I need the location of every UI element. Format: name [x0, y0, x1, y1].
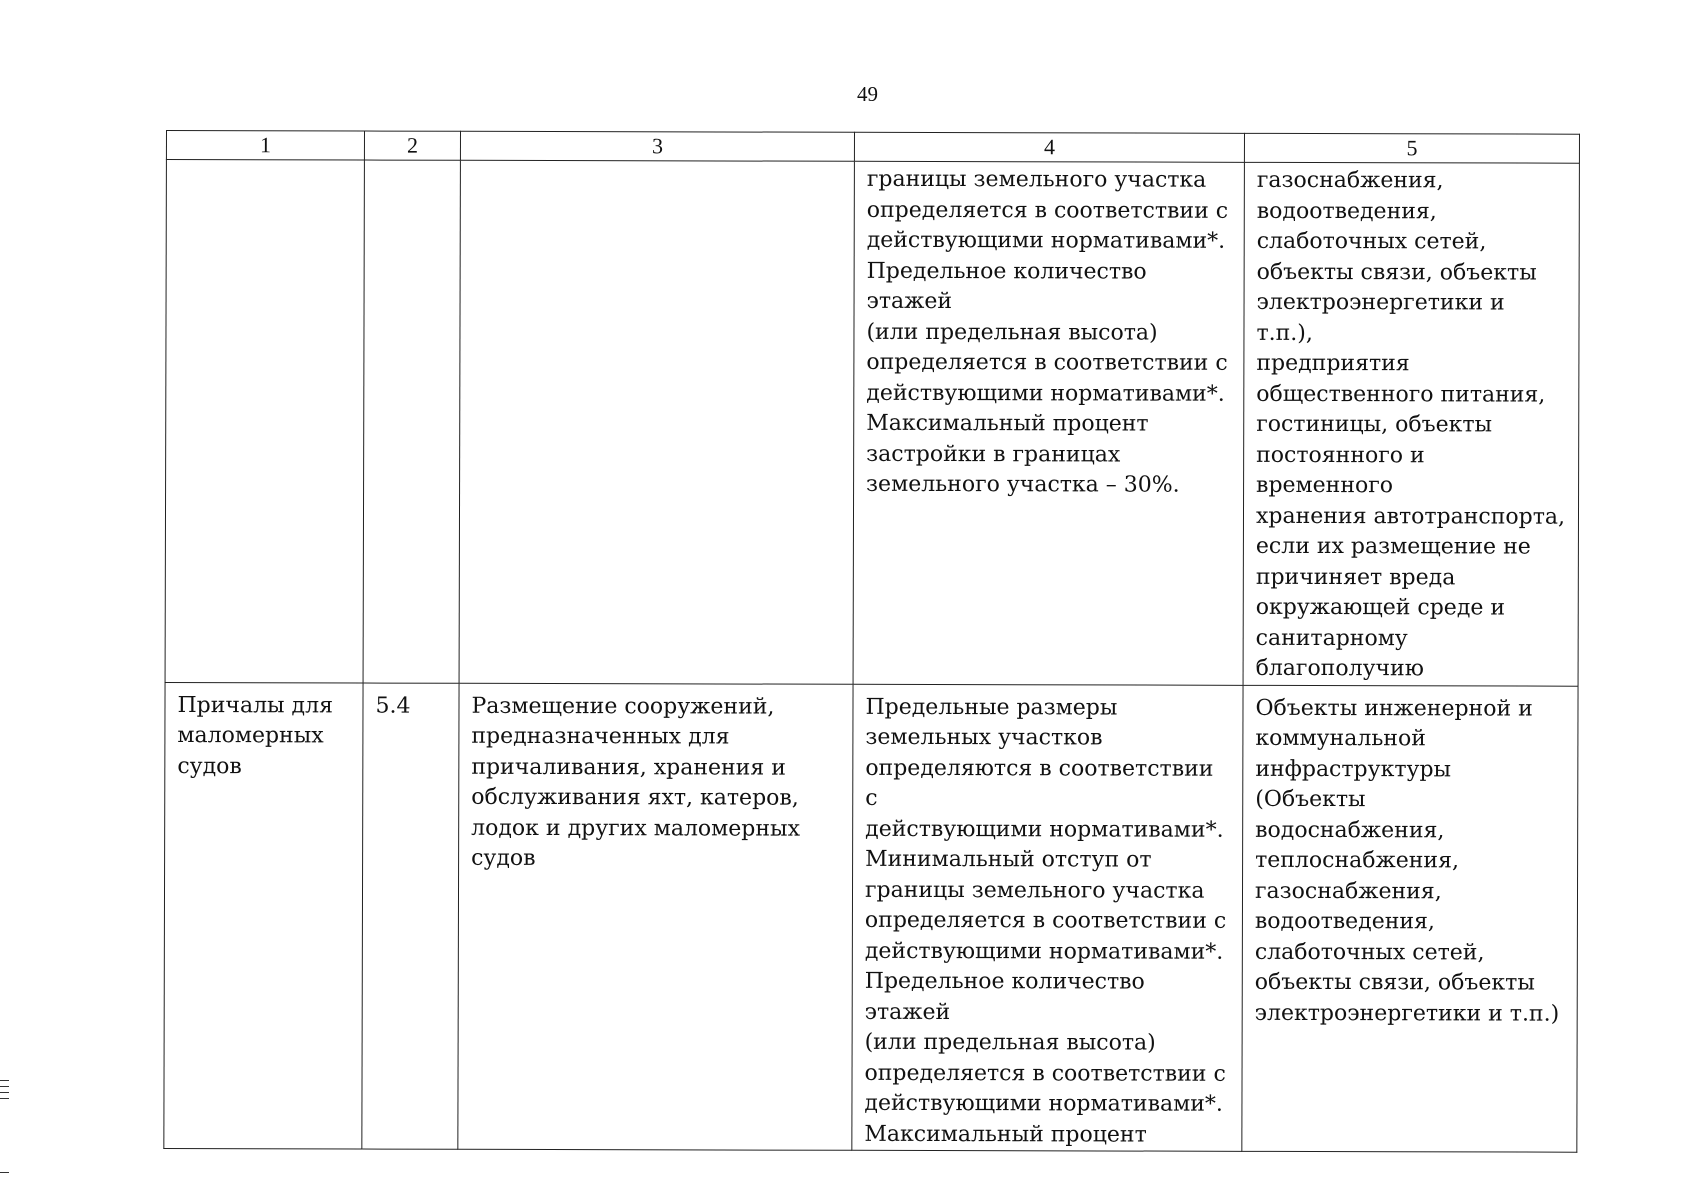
- cell-code: [363, 160, 460, 683]
- header-cell-5: 5: [1244, 133, 1579, 163]
- binding-margin-mark: [0, 1172, 9, 1173]
- header-cell-3: 3: [460, 131, 854, 161]
- table-row: [164, 682, 1578, 1152]
- cell-auxiliary-uses: газоснабжения, водоотведения, слаботочных сетей, объекты связи, объекты электроэнергетики и т.п.), предприятия общественного питания, гостиницы, объекты постоянного и временного хранения автотранспорта, если их размещение не причиняет вреда окружающей среде и санитарному благополучию: [1243, 162, 1579, 685]
- binding-margin-mark: [0, 1086, 9, 1087]
- cell-parameters: Предельные размеры земельных участков определяются в соответствии с действующими нормативами*. Минимальный отступ от границы земельного участка определяется в соответствии с действующими нормативами*. Предельное количество этажей (или предельная высота) определяется в соответствии с действующими нормативами*. Максимальный процент: [852, 684, 1243, 1152]
- cell-use-name: [165, 160, 364, 683]
- cell-parameters: границы земельного участка определяется в соответствии с действующими нормативами*. Предельное количество этажей (или предельная высота) определяется в соответствии с действующими нормативами*. Максимальный процент застройки в границах земельного участка – 30%.: [853, 161, 1244, 685]
- header-cell-4: 4: [854, 132, 1244, 162]
- cell-description: Размещение сооружений, предназначенных для причаливания, хранения и обслуживания яхт, катеров, лодок и других маломерных судов: [458, 683, 853, 1151]
- cell-auxiliary-uses: Объекты инженерной и коммунальной инфраструктуры (Объекты водоснабжения, теплоснабжения, газоснабжения, водоотведения, слаботочных сетей, объекты связи, объекты электроэнергетики и т.п.): [1242, 685, 1578, 1152]
- header-cell-1: 1: [166, 131, 364, 161]
- binding-margin-mark: [0, 1098, 9, 1099]
- zoning-regulations-table: [163, 130, 1580, 1153]
- header-cell-2: 2: [364, 131, 460, 160]
- cell-description: [459, 160, 854, 684]
- page-number: 49: [857, 82, 878, 106]
- table-row: [165, 160, 1579, 686]
- cell-use-name: Причалы для маломерных судов: [164, 682, 363, 1149]
- binding-margin-mark: [0, 1080, 9, 1081]
- binding-margin-mark: [0, 1092, 9, 1093]
- table-header-row: [166, 131, 1579, 164]
- cell-code: 5.4: [362, 683, 459, 1150]
